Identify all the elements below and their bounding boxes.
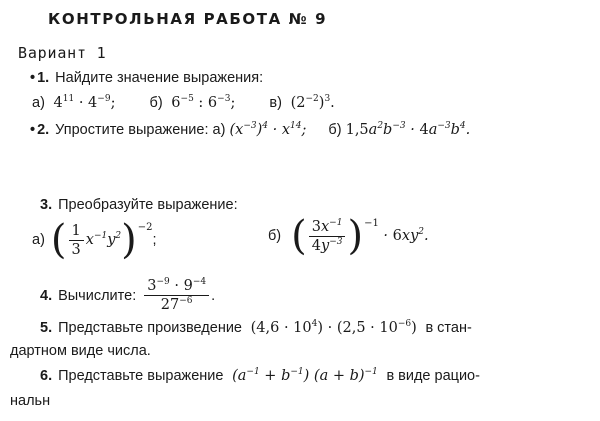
- task-3b-fraction: $\frac{3x^{-1}}{4y^{-3}}$: [309, 219, 346, 254]
- task-1b-expr: $6^{-5}$ : $6^{-3}$;: [166, 94, 236, 111]
- task-2-line: [30, 122, 470, 138]
- right-paren: ): [347, 213, 364, 259]
- task-2b-expr: $1,5a^2b^{-3} \cdot 4a^{-3}b^4$.: [345, 121, 471, 138]
- task-6-expr: $(a^{-1} + b^{-1}) (a + b)^{-1}$: [227, 367, 378, 384]
- task-1-text: Найдите значение выражения:: [55, 70, 264, 86]
- task-3b: [268, 213, 429, 259]
- task-3-number: 3.: [40, 197, 53, 213]
- task-2-text: Упростите выражение:: [55, 122, 209, 138]
- right-paren: ): [121, 217, 137, 263]
- task-1c-label: в): [269, 95, 282, 111]
- task-3a-body: $x^{-1}y^2$: [85, 231, 122, 248]
- task-2a-expr: $(x^{-3})^4 \cdot x^{14}$;: [229, 121, 307, 138]
- task-6-tail: в виде рацио-: [386, 368, 480, 384]
- task-2b-label: б): [328, 122, 342, 138]
- left-paren: (: [50, 217, 67, 263]
- task-5-text: Представьте произведение: [58, 320, 242, 336]
- task-1a-expr: $4^{11} \cdot 4^{-9}$;: [48, 94, 116, 111]
- task-3a-label: а): [32, 232, 45, 248]
- task-1b-label: б): [149, 95, 163, 111]
- task-3-text: Преобразуйте выражение:: [58, 197, 238, 213]
- task-1-number: 1.: [37, 70, 50, 86]
- task-4-fraction: $\frac{3^{-9} \cdot 9^{-4}}{27^{-6}}$: [144, 278, 209, 313]
- task-6-number: 6.: [40, 368, 53, 384]
- task-4-number: 4.: [40, 287, 53, 304]
- task-5-line-2: дартном виде числа.: [10, 343, 151, 359]
- task-6-line-1: [40, 368, 480, 384]
- task-2-number: 2.: [37, 122, 50, 138]
- page-title: КОНТРОЛЬНАЯ РАБОТА № 9: [48, 10, 328, 28]
- task-5-tail: в стан-: [425, 320, 472, 336]
- task-3-heading: [40, 197, 238, 213]
- left-paren: (: [291, 213, 307, 259]
- task-6-line-2: нальн: [10, 393, 51, 409]
- task-1-items: [32, 95, 335, 111]
- task-5-line-1: [40, 320, 472, 336]
- task-5-expr: $(4,6 \cdot 10^4) \cdot (2,5 \cdot 10^{-6})$: [246, 319, 422, 336]
- task-3b-label: б): [268, 228, 282, 244]
- task-3a: а) ( $\frac{1}{3}$ $x^{-1}y^2$ ) −2 ;: [32, 217, 157, 263]
- task-1-heading: [30, 70, 263, 86]
- variant-label: Вариант 1: [18, 44, 107, 62]
- task-5-number: 5.: [40, 320, 53, 336]
- task-1-bullet: •: [30, 70, 36, 86]
- task-2a-label: а): [212, 122, 226, 138]
- task-6-text: Представьте выражение: [58, 368, 224, 384]
- fraction-one-third: $\frac{1}{3}$: [69, 223, 84, 258]
- task-2-bullet: •: [30, 122, 36, 138]
- task-4: 4. Вычислите: $\frac{3^{-9} \cdot 9^{-4}}{27^{-6}}$ .: [40, 277, 216, 313]
- task-1c-expr: $(2^{-2})^3$.: [285, 94, 335, 111]
- task-4-text: Вычислите:: [58, 287, 137, 304]
- task-1a-label: а): [32, 95, 45, 111]
- task-3b-exponent: −1: [364, 218, 379, 229]
- task-3a-exponent: −2: [137, 222, 153, 233]
- task-3b-tail: · $6xy^2$.: [378, 227, 429, 244]
